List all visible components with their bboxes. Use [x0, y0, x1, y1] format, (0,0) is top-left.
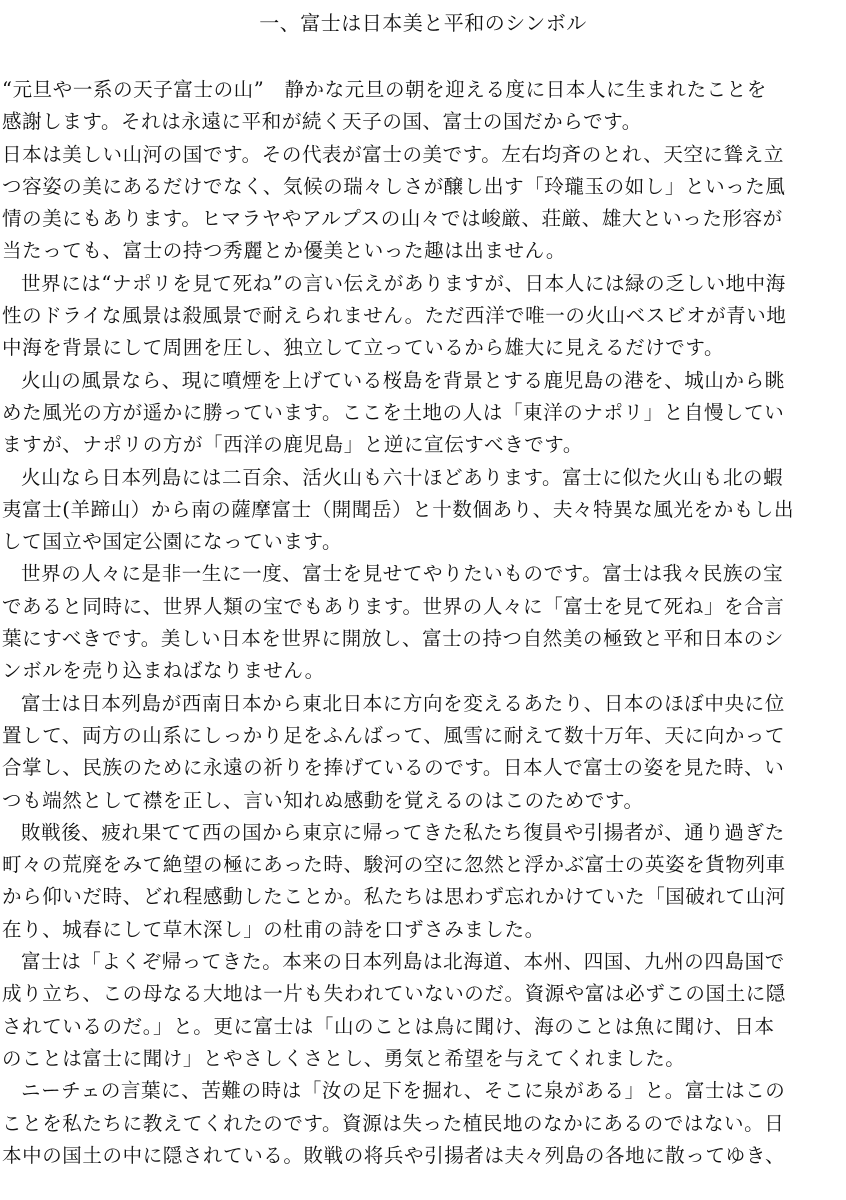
text-line: 富士は日本列島が西南日本から東北日本に方向を変えるあたり、日本のほぼ中央に位: [21, 691, 785, 715]
text-line: 在り、城春にして草木深し」の杜甫の詩を口ずさみました。: [2, 917, 545, 941]
text-line: 当たっても、富士の持つ秀麗とか優美といった趣は出ません。: [2, 239, 566, 263]
text-line: 世界には“ナポリを見て死ね”の言い伝えがありますが、日本人には緑の乏しい地中海: [21, 271, 786, 295]
text-line: ニーチェの言葉に、苦難の時は「汝の足下を掘れ、そこに泉がある」と。富士はこの: [21, 1079, 786, 1103]
text-line: 火山なら日本列島には二百余、活火山も六十ほどあります。富士に似た火山も北の蝦: [21, 465, 784, 489]
text-line: から仰いだ時、どれ程感動したことか。私たちは思わず忘れかけていた「国破れて山河: [2, 885, 786, 909]
text-line: “元旦や一系の天子富士の山” 静かな元旦の朝を迎える度に日本人に生まれたことを: [2, 78, 767, 101]
text-line: 世界の人々に是非一生に一度、富士を見せてやりたいものです。富士は我々民族の宝: [21, 562, 784, 586]
text-line: 本中の国土の中に隠されている。敗戦の将兵や引揚者は夫々列島の各地に散ってゆき、: [2, 1143, 786, 1167]
text-line: のことは富士に聞け」とやさしくさとし、勇気と希望を与えてくれました。: [2, 1046, 686, 1070]
text-line: ンボルを売り込まねばなりません。: [2, 659, 325, 683]
text-line: して国立や国定公園になっています。: [2, 530, 343, 554]
text-line: ますが、ナポリの方が「西洋の鹿児島」と逆に宣伝すべきです。: [2, 433, 583, 457]
text-line: 日本は美しい山河の国です。その代表が富士の美です。左右均斉のとれ、天空に聳え立: [2, 142, 784, 166]
text-line: ことを私たちに教えてくれたのです。資源は失った植民地のなかにあるのではない。日: [2, 1111, 785, 1135]
text-line: 富士は「よくぞ帰ってきた。本来の日本列島は北海道、本州、四国、九州の四島国で: [21, 950, 785, 974]
document-body: [0, 74, 846, 1172]
text-line: 合掌し、民族のために永遠の祈りを捧げているのです。日本人で富士の姿を見た時、い: [2, 756, 785, 780]
text-line: であると同時に、世界人類の宝でもあります。世界の人々に「富士を見て死ね」を合言: [2, 594, 785, 618]
text-line: 情の美にもあります。ヒマラヤやアルプスの山々では峻厳、荘厳、雄大といった形容が: [2, 207, 783, 231]
text-line: 感謝します。それは永遠に平和が続く天子の国、富士の国だからです。: [2, 110, 642, 134]
text-line: つも端然として襟を正し、言い知れぬ感動を覚えるのはこのためです。: [2, 788, 644, 812]
text-line: 火山の風景なら、現に噴煙を上げている桜島を背景とする鹿児島の港を、城山から眺: [21, 368, 785, 392]
document-title: 一、富士は日本美と平和のシンボル: [259, 11, 587, 35]
text-line: めた風光の方が遥かに勝っています。ここを土地の人は「東洋のナポリ」と自慢してい: [2, 400, 785, 424]
text-line: 性のドライな風景は殺風景で耐えられません。ただ西洋で唯一の火山ベスビオが青い地: [2, 304, 787, 328]
text-line: 葉にすべきです。美しい日本を世界に開放し、富士の持つ自然美の極致と平和日本のシ: [2, 627, 784, 651]
text-line: 町々の荒廃をみて絶望の極にあった時、駿河の空に忽然と浮かぶ富士の英姿を貨物列車: [2, 853, 786, 877]
text-line: 成り立ち、この母なる大地は一片も失われていないのだ。資源や富は必ずこの国土に隠: [2, 982, 786, 1006]
text-line: されているのだ。」と。更に富士は「山のことは鳥に聞け、海のことは魚に聞け、日本: [2, 1014, 775, 1038]
text-line: 置して、両方の山系にしっかり足をふんばって、風雪に耐えて数十万年、天に向かって: [2, 723, 786, 747]
text-line: つ容姿の美にあるだけでなく、気候の瑞々しさが醸し出す「玲瓏玉の如し」といった風: [2, 174, 786, 198]
text-line: 敗戦後、疲れ果てて西の国から東京に帰ってきた私たち復員や引揚者が、通り過ぎた: [21, 820, 785, 844]
text-line: 夷富士(羊蹄山）から南の薩摩富士（開聞岳）と十数個あり、夫々特異な風光をかもし出: [2, 497, 795, 521]
text-line: 中海を背景にして周囲を圧し、独立して立っているから雄大に見えるだけです。: [2, 336, 725, 360]
